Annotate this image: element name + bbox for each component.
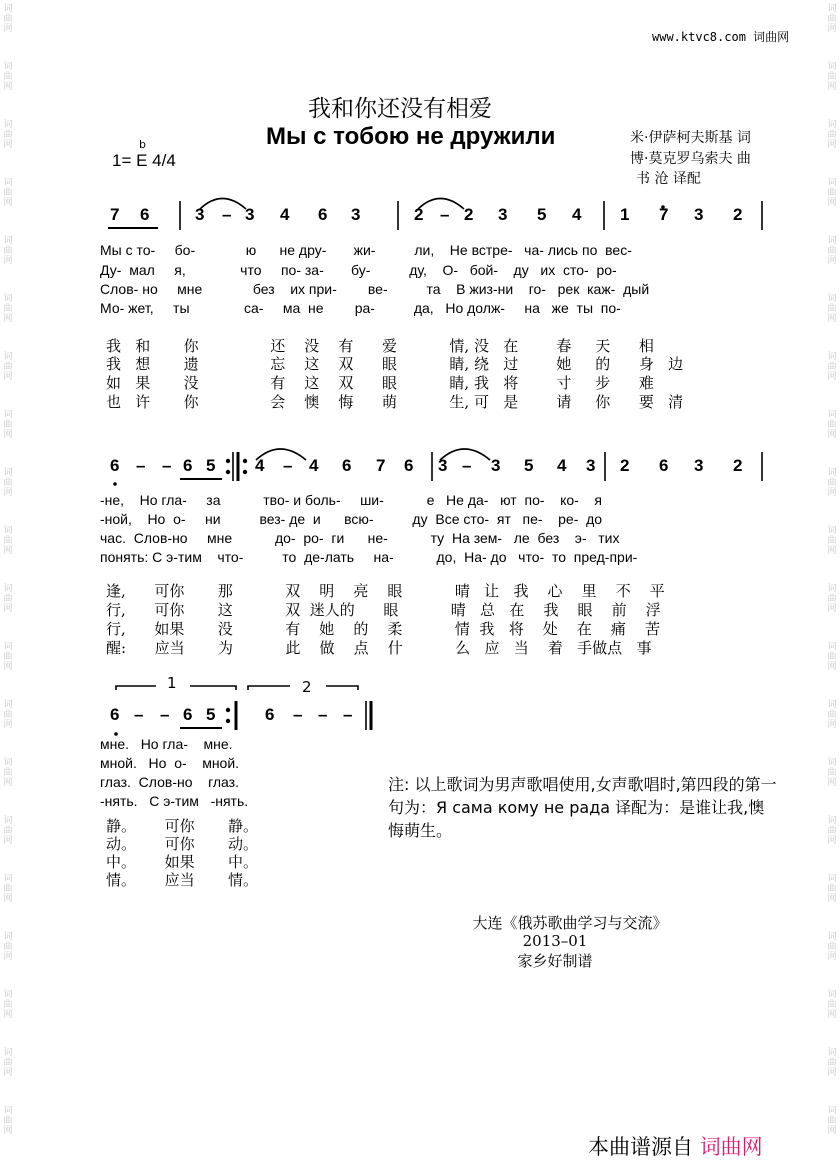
footer-line-1: 大连《俄苏歌曲学习与交流》 (472, 914, 668, 932)
watermark-text: 词曲网 (3, 120, 13, 150)
note: – (343, 705, 353, 724)
lyric-cn-line: 行, 如果 没 有 她 的 柔 情 我 将 处 在 痛 苦 (106, 620, 660, 638)
watermark-text: 词曲网 (3, 642, 13, 672)
lyric-ru-line: Мы с то- бо- ю не дру- жи- ли, Не встре- ча- лись по вес- (100, 242, 632, 258)
note: – (136, 456, 146, 475)
note: 3 (245, 205, 255, 224)
lyric-cn-line: 动。 可你 动。 (106, 835, 258, 853)
watermark-text: 词曲网 (827, 816, 837, 846)
note: 3 (195, 205, 205, 224)
volta-1: 1 (167, 674, 177, 692)
note: 6 (183, 456, 193, 475)
note: – (160, 705, 170, 724)
watermark-text: 词曲网 (827, 410, 837, 440)
credit-translator: 书 沧 译配 (636, 171, 701, 187)
watermark-text: 词曲网 (827, 584, 837, 614)
lyric-ru-line: -ной, Но о- ни вез- де и всю- ду Все сто- ят пе- ре- до (100, 511, 603, 527)
lyric-cn-line: 也 许 你 会 懊 悔 萌 生, 可 是 请 你 要 清 (106, 393, 684, 411)
watermark-text: 词曲网 (827, 120, 837, 150)
lyric-cn-line: 静。 可你 静。 (106, 817, 258, 835)
source-site-link[interactable]: 词曲网 (699, 1135, 763, 1159)
note-text: 注: 以上歌词为男声歌唱使用,女声歌唱时,第四段的第一句为：Я сама кому не рада 译配为：是谁让我,懊悔萌生。 (388, 775, 777, 840)
note: 6 (110, 705, 120, 724)
lyric-cn-line: 情。 应当 情。 (106, 871, 258, 889)
watermark-text: 词曲网 (3, 468, 13, 498)
footer-line-3: 家乡好制谱 (517, 952, 593, 970)
watermark-text: 词曲网 (3, 410, 13, 440)
note: 4 (557, 456, 567, 475)
note: 3 (694, 456, 704, 475)
watermark-text: 词曲网 (3, 816, 13, 846)
lyric-cn-line: 醒: 应当 为 此 做 点 什 么 应 当 着 手做点 事 (106, 639, 652, 657)
watermark-text: 词曲网 (827, 4, 837, 34)
note: – (462, 456, 472, 475)
note: 5 (206, 456, 216, 475)
lyric-ru-line: час. Слов-но мне до- ро- ги не- ту На зем- ле без э- тих (100, 530, 620, 546)
watermark-text: 词曲网 (827, 294, 837, 324)
lyric-ru-line: Ду- мал я, что по- за- бу- ду, О- бой- ду их сто- ро- (100, 262, 617, 278)
note: 6 (265, 705, 275, 724)
note: – (162, 456, 172, 475)
watermark-text: 词曲网 (827, 526, 837, 556)
note: 2 (733, 456, 743, 475)
lyric-cn-line: 中。 如果 中。 (106, 853, 258, 871)
note: 5 (524, 456, 534, 475)
lyric-ru-line: мне. Но гла- мне. (100, 736, 233, 752)
lyric-cn-line: 如 果 没 有 这 双 眼 睛, 我 将 寸 步 难 (106, 374, 654, 392)
note: 3 (438, 456, 448, 475)
site-url: www.ktvc8.com 词曲网 (652, 30, 790, 44)
note: – (440, 205, 450, 224)
lyric-cn-line: 行, 可你 这 双 迷人的 眼 晴 总 在 我 眼 前 浮 (106, 601, 661, 619)
watermark-text: 词曲网 (3, 178, 13, 208)
watermark-text: 词曲网 (827, 236, 837, 266)
watermark-text: 词曲网 (827, 700, 837, 730)
lyric-ru-line: -нять. С э-тим -нять. (100, 793, 249, 809)
note: 6 (342, 456, 352, 475)
watermark-text: 词曲网 (3, 294, 13, 324)
title-russian: Мы с тобою не дружили (266, 123, 556, 150)
watermark-text: 词曲网 (3, 526, 13, 556)
watermark-text: 词曲网 (827, 874, 837, 904)
watermark-text: 词曲网 (827, 642, 837, 672)
note: – (318, 705, 328, 724)
title-chinese: 我和你还没有相爱 (308, 96, 492, 122)
key-signature: 1= E 4/4 (112, 151, 176, 170)
note: – (293, 705, 303, 724)
watermark-text: 词曲网 (3, 932, 13, 962)
watermark-text: 词曲网 (827, 468, 837, 498)
lyric-ru-line: глаз. Слов-но глаз. (100, 774, 239, 790)
volta-2: 2 (302, 678, 312, 696)
note: 2 (464, 205, 474, 224)
note: – (283, 456, 293, 475)
lyric-cn-line: 我 想 遗 忘 这 双 眼 睛, 绕 过 她 的 身 边 (106, 355, 684, 373)
lyric-cn-line: 我 和 你 还 没 有 爱 情, 没 在 春 天 相 (106, 337, 654, 355)
watermark-text: 词曲网 (3, 990, 13, 1020)
note: 6 (404, 456, 414, 475)
watermark-text: 词曲网 (827, 932, 837, 962)
footer-line-2: 2013–01 (522, 932, 588, 950)
note: 1 (620, 205, 630, 224)
note: 3 (498, 205, 508, 224)
watermark-text: 词曲网 (3, 758, 13, 788)
lyric-cn-line: 逢, 可你 那 双 明 亮 眼 晴 让 我 心 里 不 平 (106, 582, 665, 600)
note: 3 (694, 205, 704, 224)
lyric-ru-line: Слов- но мне без их при- ве- та В жиз-ни го- рек каж- дый (100, 281, 650, 297)
watermark-text: 词曲网 (3, 236, 13, 266)
note: 2 (414, 205, 424, 224)
watermark-text: 词曲网 (3, 352, 13, 382)
watermark-text: 词曲网 (3, 584, 13, 614)
note: – (134, 705, 144, 724)
note: 5 (206, 705, 216, 724)
watermark-text: 词曲网 (827, 758, 837, 788)
note: 4 (309, 456, 319, 475)
watermark-text: 词曲网 (3, 4, 13, 34)
note: 2 (733, 205, 743, 224)
note: 6 (183, 705, 193, 724)
watermark-text: 词曲网 (827, 352, 837, 382)
note: 6 (318, 205, 328, 224)
watermark-text: 词曲网 (827, 62, 837, 92)
note: 6 (110, 456, 120, 475)
note: 6 (659, 456, 669, 475)
note: 7 (376, 456, 386, 475)
source-prefix: 本曲谱源自 (588, 1135, 693, 1159)
flat-sign: b (139, 138, 146, 151)
watermark-text: 词曲网 (3, 874, 13, 904)
note: 7 (659, 205, 669, 224)
note: 3 (586, 456, 596, 475)
note: 3 (491, 456, 501, 475)
watermark-text: 词曲网 (827, 178, 837, 208)
watermark-text: 词曲网 (827, 1106, 837, 1136)
watermark-text: 词曲网 (3, 1048, 13, 1078)
lyric-ru-line: -не, Но гла- за тво- и боль- ши- е Не да- ют по- ко- я (100, 492, 602, 508)
note: 6 (140, 205, 150, 224)
lyric-ru-line: мной. Но о- мной. (100, 755, 240, 771)
note: 2 (620, 456, 630, 475)
credit-composer: 博·莫克罗乌索夫 曲 (630, 151, 751, 167)
watermark-text: 词曲网 (3, 62, 13, 92)
watermark-text: 词曲网 (827, 990, 837, 1020)
watermark-text: 词曲网 (827, 1048, 837, 1078)
lyric-ru-line: понять: С э-тим что- то де-лать на- до, На- до что- то пред-при- (100, 549, 638, 565)
note: 5 (537, 205, 547, 224)
note: 4 (255, 456, 265, 475)
note: 3 (351, 205, 361, 224)
note: 7 (110, 205, 120, 224)
note: – (222, 205, 232, 224)
watermark-text: 词曲网 (3, 1106, 13, 1136)
watermark-text: 词曲网 (3, 700, 13, 730)
note: 4 (572, 205, 582, 224)
lyric-ru-line: Мо- жет, ты са- ма не ра- да, Но долж- на же ты по- (100, 300, 621, 316)
source-credit (588, 1131, 763, 1161)
credit-lyricist: 米·伊萨柯夫斯基 词 (630, 130, 751, 146)
note: 4 (280, 205, 290, 224)
